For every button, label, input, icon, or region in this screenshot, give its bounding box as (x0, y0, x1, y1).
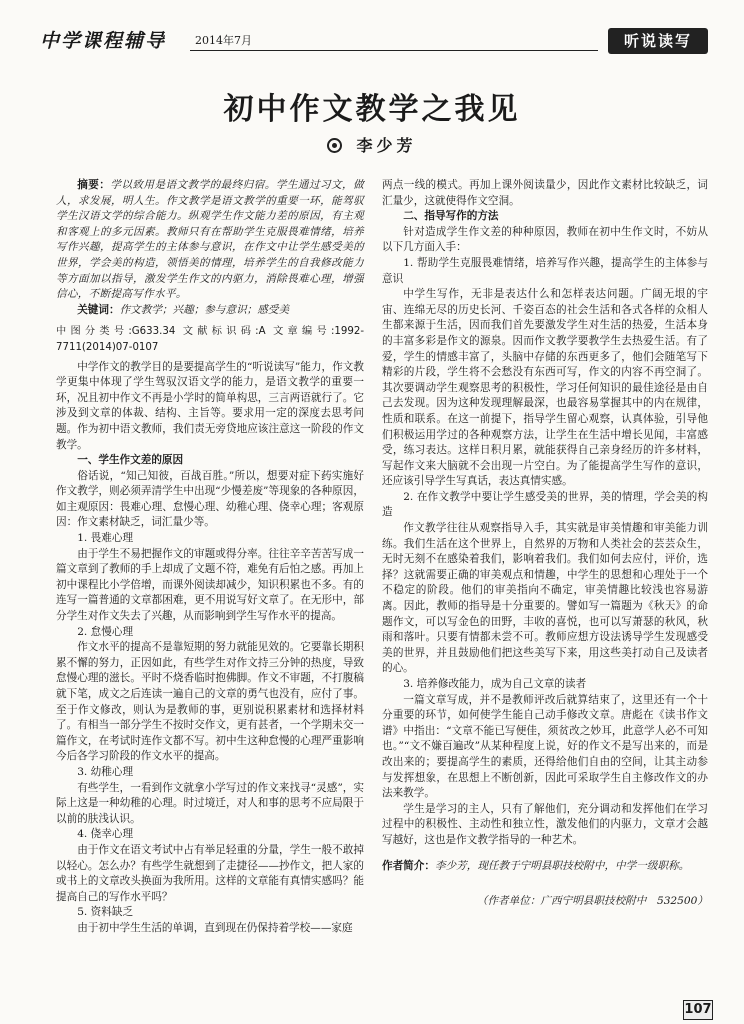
paragraph-text: 1. 帮助学生克服畏难情绪，培养写作兴趣，提高学生的主体参与意识 (382, 256, 708, 285)
header-rule (190, 50, 598, 51)
paragraph (382, 859, 708, 875)
paragraph (382, 256, 708, 287)
paragraph-text: 由于学生不易把握作文的审题或得分率。往往辛辛苦苦写成一篇文章到了教师的手上却成了文题不符，难免有后怕之感。再加上初中课程比小学倍增，而课外阅读却减少，知识积累也不多。有的连写一篇普通的文章都困难，更不用说写好文章了。在无形中，部分学生对作文失去了兴趣，从而影响到学生写作水平的提高。 (56, 547, 364, 623)
paragraph-text: 4. 侥幸心理 (77, 828, 134, 841)
paragraph (56, 625, 364, 641)
paragraph (56, 360, 364, 454)
paragraph-label: 关键词： (77, 303, 120, 316)
paragraph (56, 178, 364, 303)
author-bullet-icon (327, 138, 342, 153)
paragraph-text: 李少芳，现任教于宁明县职技校附中，中学一级职称。 (434, 859, 690, 872)
author-line (0, 133, 744, 156)
paragraph-text: 由于初中学生生活的单调，直到现在仍保持着学校——家庭 (77, 921, 353, 934)
paragraph (382, 521, 708, 677)
paragraph (56, 531, 364, 547)
column-badge: 听说读写 (608, 28, 708, 54)
paragraph-text: 两点一线的模式。再加上课外阅读量少，因此作文素材比较缺乏，词汇量少，这就使得作文空洞。 (382, 179, 708, 207)
paragraph-text: 3. 培养修改能力，成为自己文章的读者 (403, 678, 587, 690)
paragraph (56, 469, 364, 531)
paragraph (56, 781, 364, 828)
paragraph (56, 827, 364, 843)
paragraph (382, 693, 708, 802)
paragraph (56, 765, 364, 781)
paragraph (56, 921, 364, 937)
paragraph-text: （作者单位：广西宁明县职技校附中 532500） (476, 895, 708, 908)
paragraph-text: 针对造成学生作文差的种种原因，教师在初中生作文时，不妨从以下几方面入手： (382, 225, 708, 254)
paragraph (382, 287, 708, 490)
page-header (40, 22, 708, 60)
paragraph-text: 作文教学往往从观察指导入手，其实就是审美情趣和审美能力训练。我们生活在这个世界上，自然界的万物和人类社会的芸芸众生，无时无刻不在感染着我们，影响着我们。我们如何去应付，评价，选择？这就需要正确的审美观点和情趣，中学生的思想和心理处于一个不稳定的阶段。他们的审美指向不确定，审美情趣比较浅也容易游离。因此，教师的指导是十分重要的。譬如写一篇题为《秋天》的命题作文，可以写金色的田野，丰收的喜悦，也可以写萧瑟的秋风，秋雨和落叶。只要有情都未尝不可。教师应想方设法诱导学生发现感受美的世界，并且鼓励他们把这些美写下来，用这些美打动自己及读者的心。 (382, 522, 708, 675)
page-number: 107 (683, 1000, 713, 1020)
paragraph-text: 一、学生作文差的原因 (77, 454, 184, 467)
paragraph (382, 178, 708, 209)
paragraph-text: 1. 畏难心理 (77, 532, 134, 545)
paragraph-text: 2. 怠慢心理 (77, 625, 134, 638)
paragraph (382, 209, 708, 225)
right-column (382, 178, 708, 910)
paragraph-text: 中学作文的教学目的是要提高学生的“听说读写”能力，作文教学更集中体现了学生驾驭汉语文学的能力，是语文教学的重要一环，况且初中作文不再是小学时的简单构思，三言两语就行了。它涉及到文章的体裁、结构、主旨等。要求用一定的深度去思考问题。作为初中语文教师，我们责无旁贷地应该注意这一阶段的作文教学。 (56, 360, 364, 451)
paragraph-text: 5. 资料缺乏 (77, 906, 134, 919)
paragraph (56, 905, 364, 921)
left-column (56, 178, 364, 937)
paragraph (382, 225, 708, 256)
paragraph-text: 3. 幼稚心理 (77, 765, 134, 778)
author-name: 李少芳 (356, 136, 417, 155)
paragraph (56, 453, 364, 469)
paragraph-text: 由于作文在语文考试中占有举足轻重的分量，学生一般不敢掉以轻心。怎么办？有些学生就想到了走捷径——抄作文，把人家的或书上的文章改头换面为我所用。这样的文章能有真情实感吗？能提高自己的写作水平吗？ (56, 843, 364, 903)
article-title: 初中作文教学之我见 (223, 92, 521, 127)
paragraph-text: 俗话说，“知己知彼，百战百胜。”所以，想要对症下药实施好作文教学，则必须弄清学生中出现“少慢差废”等现象的各种原因，如主观原因：畏难心理、怠慢心理、幼稚心理、侥幸心理；客观原因：作文素材缺乏，词汇量少等。 (56, 469, 364, 529)
paragraph-text: 作文教学；兴趣；参与意识；感受美 (119, 303, 290, 316)
paragraph-text: 学生是学习的主人，只有了解他们，充分调动和发挥他们在学习过程中的积极性、主动性和独立性，激发他们的内驱力，文章才会越写越好，这也是作文教学指导的一种艺术。 (382, 802, 708, 846)
paragraph-text: 学以致用是语文教学的最终归宿。学生通过习文，做人，求发展，明人生。作文教学是语文教学的重要一环，能驾驭学生汉语文学的综合能力。纵观学生作文能力差的原因，有主观和客观上的多元因素。教师只有在帮助学生克服畏难情绪，培养写作兴趣，提高学生的主体参与意识，在作文中让学生感受美的世界，学会美的构造，领悟美的情理，培养学生的自我修改能力等方面加以指导，激发学生作文的内驱力，消除畏难心理，增强信心，不断提高写作水平。 (56, 179, 364, 301)
paragraph-text: 2. 在作文教学中要让学生感受美的世界，美的情理，学会美的构造 (382, 490, 708, 519)
paragraph (56, 640, 364, 765)
paragraph (56, 324, 364, 355)
paragraph (56, 303, 364, 319)
paragraph-text: 作文水平的提高不是靠短期的努力就能见效的。它要靠长期积累不懈的努力，正因如此，有些学生对作文持三分钟的热度，导致怠慢心理的滋长。平时不烧香临时抱佛脚。作文不审题，不打腹稿就下笔，成文之后连读一遍自己的文章的勇气也没有，应付了事。至于作文修改，则认为是教师的事，更别说积累素材和选择材料了。有相当一部分学生不按时交作文，更有甚者，一个学期未交一篇作文，在考试时连作文都不写。初中生这种怠慢的心理严重影响今后各学习阶段的作文水平的提高。 (56, 641, 364, 763)
issue-date: 2014年7月 (195, 34, 252, 47)
paragraph-label: 作者简介： (382, 859, 435, 872)
paragraph-text: 中图分类号:G633.34 文献标识码:A 文章编号:1992-7711(2014)07-0107 (56, 326, 364, 353)
paragraph-text: 一篇文章写成，并不是教师评改后就算结束了，这里还有一个十分重要的环节，如何使学生能自己动手修改文章。唐彪在《读书作文谱》中指出：“文章不能已写便佳，须贫改之妙耳，此意学人必不可知也。”“文不嫌百遍改”从某种程度上说，好的作文不是写出来的，而是改出来的；要提高学生的素质，还得给他们自由的空间，让其主动参与发挥想象，在思想上不断创新，因此可采取学生自主修改作文的办法来教学。 (382, 693, 708, 800)
paragraph (56, 843, 364, 905)
paragraph-text: 中学生写作，无非是表达什么和怎样表达问题。广阔无垠的宇宙、连绵无尽的历史长河、千姿百态的社会生活和各式各样的众相人生都来源于生活，因而我们首先要激发学生对生活的热爱，生活本身的丰富多彩是作文的源泉。因而作文教学要教学生去热爱生活。有了爱，学生的情感丰富了，头脑中存储的东西更多了，他们会随笔写下精彩的片段，学生将不会愁没有东西可写，作文的内容不再空洞了。其次要调动学生观察思考的积极性，学习任何知识的最佳途径是由自己去发现。因为这种发现理解最深，也最容易掌握其中的内在规律，性质和联系。在这一前提下，指导学生留心观察，认真体验，引导他们积极运用学过的各种观察方法，让学生在生活中增长见闻，丰富感受，练习表达。这样日积月累，就能获得自己亲身经历的许多材料，写起作文来大脑就不会出现一片空白。为了能提高学生写作的意识，还应该引导学生写真话，表达真情实感。 (382, 288, 708, 488)
paragraph (382, 802, 708, 849)
paragraph (382, 894, 708, 910)
paragraph-text: 有些学生，一看到作文就拿小学写过的作文来找寻“灵感”，实际上这是一种幼稚的心理。时过境迁，对人和事的思考不应局限于以前的肤浅认识。 (56, 781, 364, 825)
paragraph (382, 677, 708, 693)
paragraph-text: 二、指导写作的方法 (403, 210, 499, 223)
magazine-name: 中学课程辅导 (40, 30, 167, 52)
paragraph (56, 547, 364, 625)
paragraph (382, 490, 708, 521)
paragraph-label: 摘要： (77, 179, 111, 191)
